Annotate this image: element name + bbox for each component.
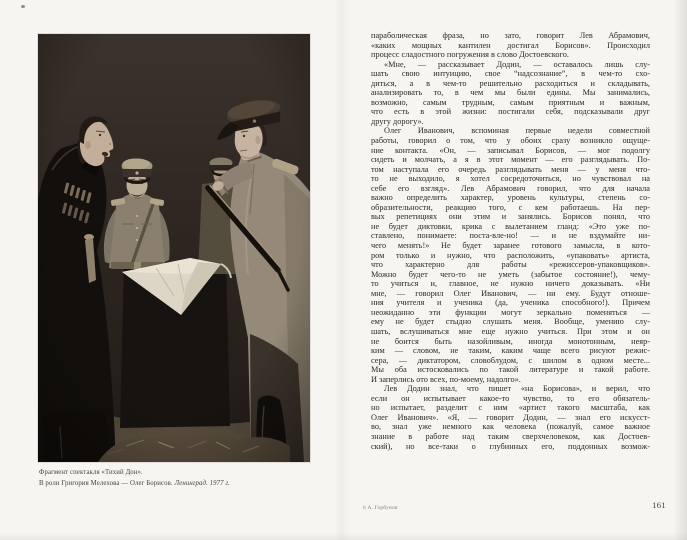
text-line: ние контакта. «Он, — записывал Борисов, — мог подолгу — [371, 145, 650, 155]
text-line: но испытает, разделит с ним «артист такого масштаба, как — [371, 403, 650, 413]
caption-line-1: Фрагмент спектакля «Тихий Дон». — [39, 469, 143, 476]
scan-edge-shadow-bottom — [0, 532, 687, 540]
text-line: ния учителя и ученика (да, ученика способного!). Причем — [371, 298, 650, 308]
text-line: шать, вслушиваться мне еще нужно учиться. При этом и он — [371, 326, 650, 336]
text-line: шать свою интуицию, свое “надсознание”, в чем-то схо- — [371, 69, 650, 79]
text-line: знание в работе над таким сверхчеловеком, как Достоев- — [371, 431, 650, 441]
text-line: не будет диктовки, крика с вылетанием гланд: «Это уже по- — [371, 221, 650, 231]
paragraph — [371, 60, 650, 127]
text-line: Можно будет чего-то не уметь (забытое состояние!), чему- — [371, 269, 650, 279]
text-line: то учиться и, главное, не нужно ничего доказывать. «Ни — [371, 279, 650, 289]
scan-speck — [21, 5, 25, 8]
paragraph — [371, 384, 650, 451]
text-line: что характерно для работы «режиссеров-упаковщиков». — [371, 260, 650, 270]
text-line: чего менять!» Не будет заранее готового замысла, в кото- — [371, 241, 650, 251]
text-line: Олег Иванович». «Я, — говорит Додин, — знал его искусст- — [371, 412, 650, 422]
theatre-photo — [38, 34, 310, 462]
photo-caption — [39, 468, 329, 489]
caption-line-2 — [39, 479, 329, 490]
text-line: важно определить характер, уровень культуры, степень со- — [371, 193, 650, 203]
caption-place-year: Ленинград. 1977 г. — [174, 479, 230, 487]
page-number: 161 — [652, 500, 666, 510]
text-line: мне, — говорил Олег Иванович, — ни ему. Будут отноше- — [371, 288, 650, 298]
caption-role-text: В роли Григория Мелехова — Олег Борисов. — [39, 479, 173, 487]
text-line: работы, говорил о том, что у обоих сразу возникло ощуще- — [371, 136, 650, 146]
text-line: ким — словом, не таким, каким чаще всего рисуют режис- — [371, 346, 650, 356]
text-line: Мы оба истосковались по такой литературе и такой работе. — [371, 365, 650, 375]
text-line: Олег Иванович, вспоминая первые недели совместной — [384, 126, 650, 136]
text-line: возможно, самым трудным, самым приятным и важным, — [371, 97, 650, 107]
scan-edge-shadow — [671, 0, 687, 540]
stage-scene — [38, 34, 310, 462]
text-line: ский), но все-таки о глубинных его, поддонных возмож- — [371, 441, 650, 451]
text-line: том наступала его очередь разглядывать меня — у меня что- — [371, 164, 650, 174]
text-line: процесс сладостного погружения в слово Достоевского. — [371, 50, 569, 60]
text-line: что есть в этой жизни: постигали себя, подсказывали друг — [371, 107, 650, 117]
printers-signature-mark: 6 А. Горбунов — [363, 505, 398, 511]
text-line: диться, а в чем-то решительно расходиться и складывать, — [371, 78, 650, 88]
text-line: «каких мощных кантилен достигал Борисов». Происходил — [371, 40, 650, 50]
text-line: себе его взгляд». Лев Абрамович говорил, что для начала — [371, 183, 650, 193]
text-line: сера, — диктатором, словоблудом, с шилом в одном месте... — [371, 355, 650, 365]
text-line: ставлено, понимаете: поста-вле-но! — и не вздумайте ни- — [371, 231, 650, 241]
text-line: во, знал уже немного как человека (пожалуй, самое важное — [371, 422, 650, 432]
text-line: ром только и нужно, что расположить, «упаковать» артиста, — [371, 250, 650, 260]
photo-vignette — [38, 34, 310, 462]
text-line: «Мне, — рассказывает Додин, — оставалось лишь слу- — [384, 59, 650, 69]
text-line: другу дорогу». — [371, 116, 424, 126]
text-line: И заперлись ото всех, по-моему, надолго». — [371, 374, 521, 384]
text-line: неожиданно эти функции могут зеркально поменяться — — [371, 307, 650, 317]
text-line: вых репетициях они этим и занялись. Борисов понял, что — [371, 212, 650, 222]
text-line: ему не будет стыдно слушать меня. Вообще, умению слу- — [371, 317, 650, 327]
text-line: образительности, реакцию того, с кем работаешь. На пер- — [371, 202, 650, 212]
text-line: то не выходило, я хотел сосредоточиться, но чувствовал на — [371, 174, 650, 184]
page-gutter — [334, 0, 350, 540]
body-text — [371, 31, 650, 451]
text-line: анализировать то, в чем мы были едины. Мы занимались, — [371, 88, 650, 98]
text-line: параболическая фраза, но зато, говорит Лев Абрамович, — [371, 31, 650, 40]
paragraph — [371, 126, 650, 384]
text-line: если он испытывает какое-то чувство, то его обязатель- — [371, 393, 650, 403]
text-line: Лев Додин знал, что пишет «на Борисова», и верил, что — [384, 384, 650, 394]
paragraph — [371, 31, 650, 60]
text-line: сидеть и молчать, а я в этот момент — его разглядывать. По- — [371, 155, 650, 165]
text-line: не боится быть назойливым, иногда монотонным, неяр- — [371, 336, 650, 346]
